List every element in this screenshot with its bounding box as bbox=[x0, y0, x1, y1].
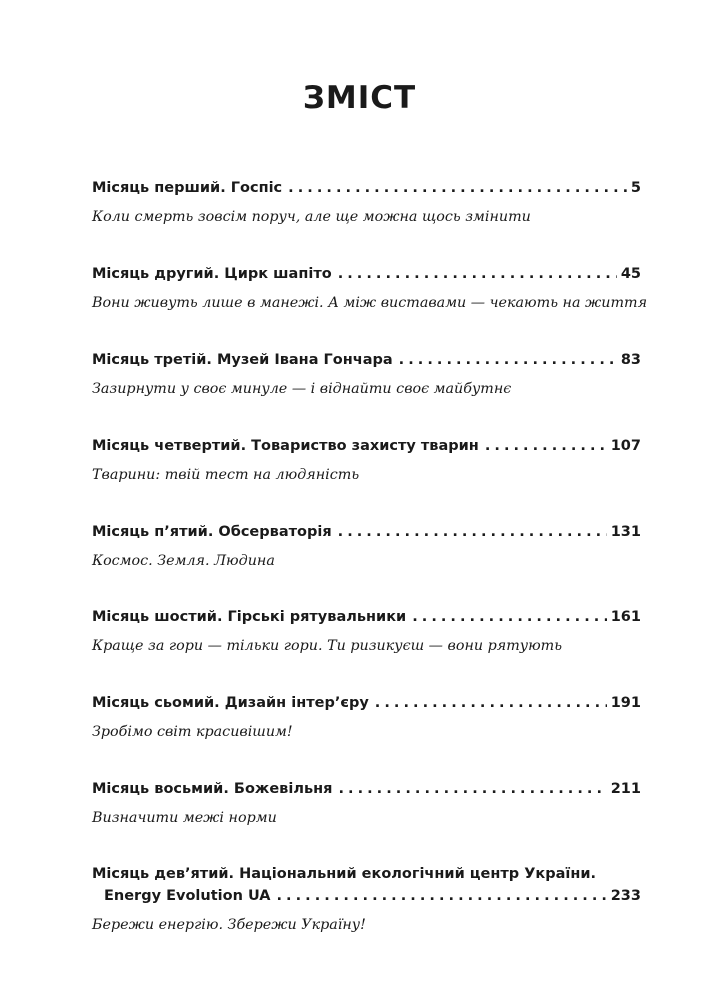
toc-entry-subtitle: Тварини: твій тест на людяність bbox=[92, 467, 360, 483]
toc-entry-subtitle: Краще за гори — тільки гори. Ти ризикуєш — вони рятують bbox=[92, 638, 563, 654]
toc-entry-8[interactable] bbox=[92, 778, 641, 829]
toc-entry-subtitle: Коли смерть зовсім поруч, але ще можна щось змінити bbox=[92, 209, 531, 225]
toc-entry-subtitle: Космос. Земля. Людина bbox=[92, 553, 275, 569]
toc-entry-title: Місяць восьмий. Божевільня bbox=[92, 781, 333, 797]
toc-entry-line bbox=[92, 263, 641, 285]
toc-entry-2[interactable] bbox=[92, 263, 648, 314]
toc-entry-5[interactable] bbox=[92, 521, 641, 572]
page-title: ЗМІСТ bbox=[302, 80, 417, 116]
toc-page-number: 211 bbox=[610, 781, 641, 797]
toc-page-number: 191 bbox=[610, 695, 641, 711]
toc-page-number: 83 bbox=[620, 352, 641, 368]
toc-entry-6[interactable] bbox=[92, 606, 641, 657]
toc-entry-title: Місяць п’ятий. Обсерваторія bbox=[92, 524, 332, 540]
dot-leader bbox=[485, 435, 607, 457]
toc-page-number: 5 bbox=[630, 180, 641, 196]
dot-leader bbox=[277, 885, 607, 907]
toc-entry-subtitle: Зазирнути у своє минуле — і віднайти своє майбутнє bbox=[92, 381, 512, 397]
toc-entry-1[interactable] bbox=[92, 177, 641, 228]
dot-leader bbox=[412, 606, 607, 628]
toc-page-number: 45 bbox=[620, 266, 641, 282]
toc-entry-7[interactable] bbox=[92, 692, 641, 743]
toc-entry-line bbox=[92, 606, 641, 628]
toc-entry-title: Місяць четвертий. Товариство захисту тварин bbox=[92, 438, 479, 454]
dot-leader bbox=[399, 349, 617, 371]
toc-page-number: 107 bbox=[610, 438, 641, 454]
dot-leader bbox=[375, 692, 607, 714]
toc-entry-title: Місяць шостий. Гірські рятувальники bbox=[92, 609, 407, 625]
dot-leader bbox=[338, 521, 607, 543]
toc-page-number: 131 bbox=[610, 524, 641, 540]
toc-entry-title-continued: Energy Evolution UA bbox=[104, 888, 271, 904]
toc-page-number: 233 bbox=[610, 888, 641, 904]
toc-entry-title: Місяць третій. Музей Івана Гончара bbox=[92, 352, 393, 368]
toc-entry-title: Місяць перший. Госпіс bbox=[92, 180, 283, 196]
toc-entry-4[interactable] bbox=[92, 435, 641, 486]
toc-page-number: 161 bbox=[610, 609, 641, 625]
dot-leader bbox=[288, 177, 627, 199]
toc-entry-subtitle: Бережи енергію. Збережи Україну! bbox=[92, 917, 366, 933]
toc-entry-subtitle: Вони живуть лише в манежі. А між виставами — чекають на життя bbox=[92, 295, 648, 311]
toc-entry-3[interactable] bbox=[92, 349, 641, 400]
toc-entry-line-2 bbox=[92, 885, 641, 907]
toc-entry-line bbox=[92, 177, 641, 199]
toc-entry-line bbox=[92, 349, 641, 371]
toc-entry-line bbox=[92, 863, 641, 885]
toc-entry-title: Місяць дев’ятий. Національний екологічний центр України. bbox=[92, 866, 597, 882]
toc-entry-subtitle: Зробімо світ красивішим! bbox=[92, 724, 293, 740]
dot-leader bbox=[338, 263, 617, 285]
toc-entry-line bbox=[92, 778, 641, 800]
toc-entry-title: Місяць сьомий. Дизайн інтер’єру bbox=[92, 695, 369, 711]
dot-leader bbox=[338, 778, 606, 800]
toc-entry-title: Місяць другий. Цирк шапіто bbox=[92, 266, 332, 282]
toc-entry-9[interactable] bbox=[92, 863, 641, 936]
toc-entry-line bbox=[92, 521, 641, 543]
toc-entry-line bbox=[92, 692, 641, 714]
toc-entry-subtitle: Визначити межі норми bbox=[92, 810, 277, 826]
toc-entry-line bbox=[92, 435, 641, 457]
